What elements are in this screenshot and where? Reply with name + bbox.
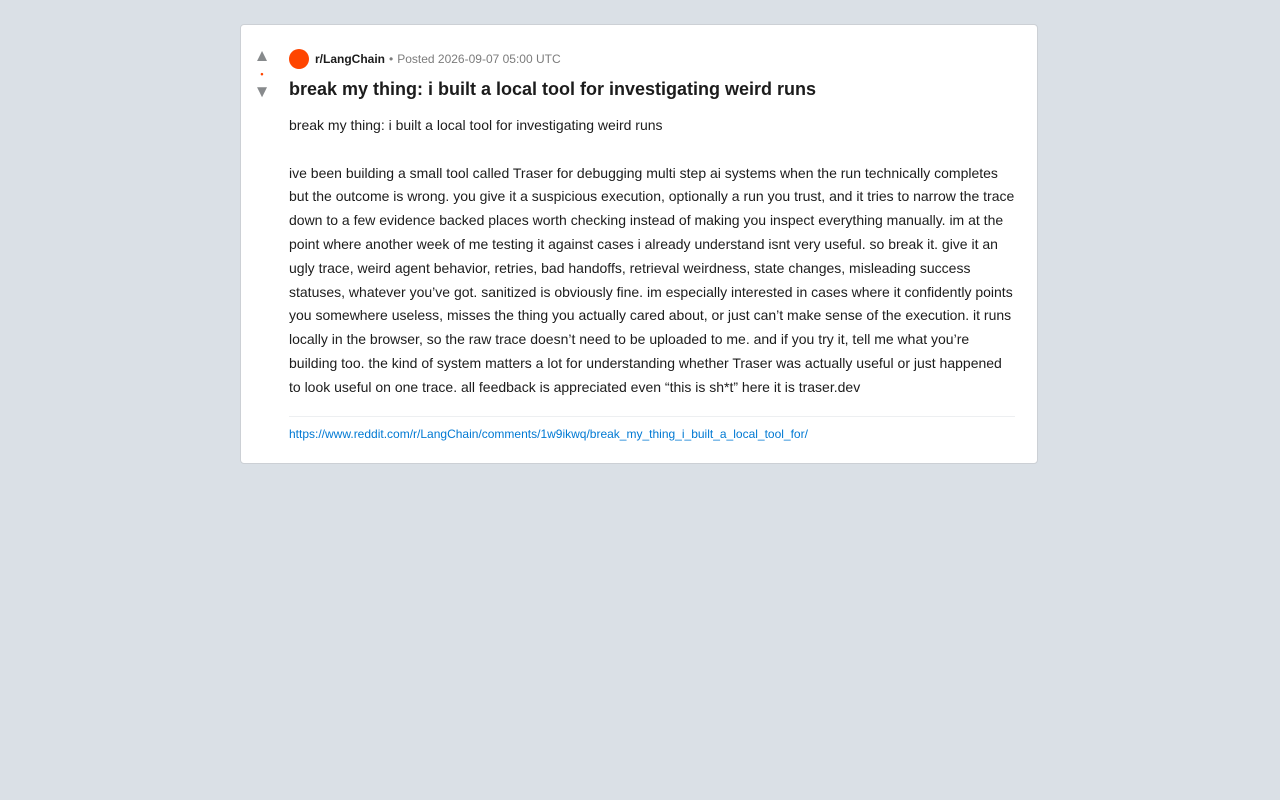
post-meta bbox=[289, 49, 1015, 69]
meta-separator: • bbox=[389, 52, 394, 66]
post-title[interactable]: break my thing: i built a local tool for investigating weird runs bbox=[289, 79, 817, 99]
post-body-paragraph: break my thing: i built a local tool for investigating weird runs bbox=[289, 117, 663, 133]
subreddit-link[interactable]: r/LangChain bbox=[315, 52, 386, 66]
post-timestamp: Posted 2026-09-07 05:00 UTC bbox=[397, 52, 561, 66]
subreddit-avatar-icon[interactable] bbox=[289, 49, 309, 69]
post-content bbox=[289, 49, 1015, 443]
downvote-icon[interactable]: ▼ bbox=[253, 82, 271, 101]
post-body bbox=[289, 114, 1015, 400]
upvote-icon[interactable]: ▲ bbox=[253, 46, 271, 65]
post-card bbox=[240, 24, 1038, 464]
vote-column bbox=[241, 47, 283, 101]
vote-score: • bbox=[260, 69, 264, 79]
permalink-link[interactable]: https://www.reddit.com/r/LangChain/comments/1w9ikwq/break_my_thing_i_built_a_local_tool_for/ bbox=[289, 426, 808, 441]
post-body-paragraph: ive been building a small tool called Traser for debugging multi step ai systems when the run technically completes but the outcome is wrong. you give it a suspicious execution, optionally a run you trust, and it tries to narrow the trace down to a few evidence backed places worth checking instead of making you inspect everything manually. im at the point where another week of me testing it against cases i already understand isnt very useful. so break it. give it an ugly trace, weird agent behavior, retries, bad handoffs, retrieval weirdness, state changes, misleading success statuses, whatever you’ve got. sanitized is obviously fine. im especially interested in cases where it confidently points you somewhere useless, misses the thing you actually cared about, or just can’t make sense of the execution. it runs locally in the browser, so the raw trace doesn’t need to be uploaded to me. and if you try it, tell me what you’re building too. the kind of system matters a lot for understanding whether Traser was actually useful or just happened to look useful on one trace. all feedback is appreciated even “this is sh*t” here it is traser.dev bbox=[289, 164, 1015, 395]
divider bbox=[289, 416, 1015, 417]
